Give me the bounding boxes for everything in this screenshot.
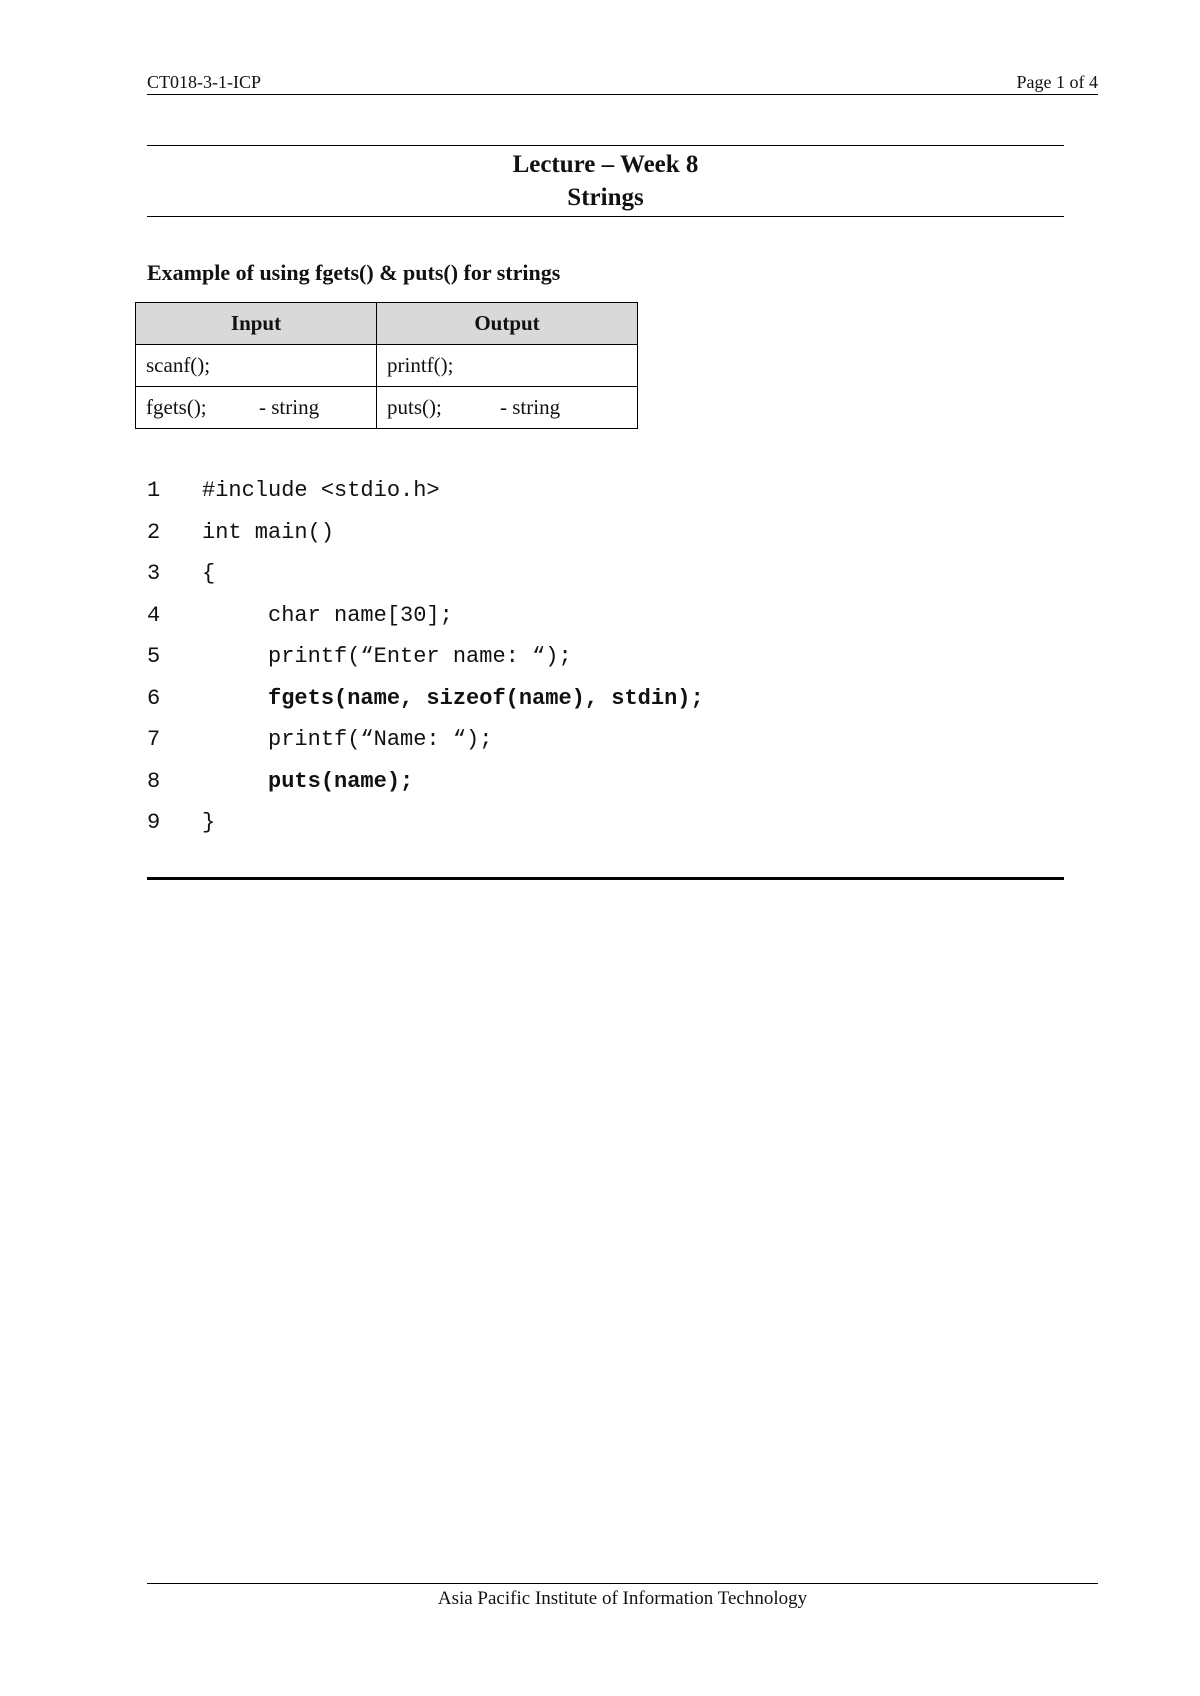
line-number: 6 (147, 685, 161, 711)
code-line (147, 719, 704, 761)
code-text: printf(“Name: “); (202, 727, 493, 752)
table-cell-output (377, 387, 638, 429)
line-number: 4 (147, 602, 161, 628)
line-number: 9 (147, 810, 161, 835)
table-header-row (136, 303, 638, 345)
table-cell-input (136, 387, 377, 429)
title-top-divider (147, 145, 1064, 146)
footer-divider (147, 1583, 1098, 1584)
line-number: 5 (147, 644, 161, 669)
code-line (147, 761, 704, 803)
column-header-output: Output (377, 303, 638, 345)
lecture-subtitle: Strings (567, 184, 644, 211)
line-number: 7 (147, 727, 161, 752)
code-line (147, 470, 704, 512)
line-number: 8 (147, 768, 161, 794)
input-note: - string (259, 395, 320, 419)
code-text: { (202, 561, 216, 586)
line-number: 1 (147, 478, 161, 503)
io-functions-table (135, 302, 638, 429)
code-line (147, 512, 704, 554)
code-text: } (202, 810, 216, 835)
header-divider (147, 94, 1098, 95)
code-line (147, 802, 704, 844)
output-function: puts(); (387, 395, 442, 419)
footer-institution: Asia Pacific Institute of Information Technology (437, 1588, 808, 1609)
code-text: printf(“Enter name: “); (202, 644, 572, 669)
input-function: scanf(); (146, 353, 211, 377)
code-line (147, 553, 704, 595)
code-text: char name[30]; (202, 602, 453, 628)
code-text: #include <stdio.h> (202, 478, 440, 503)
line-number: 2 (147, 519, 161, 545)
input-function: fgets(); (146, 395, 207, 419)
code-text: puts(name); (202, 768, 414, 794)
code-line (147, 678, 704, 720)
table-row (136, 387, 638, 429)
course-code: CT018-3-1-ICP (147, 72, 261, 92)
title-bottom-divider (147, 216, 1064, 217)
code-text: fgets(name, sizeof(name), stdin); (202, 685, 704, 711)
table-row (136, 345, 638, 387)
section-end-divider (147, 877, 1064, 880)
output-function: printf(); (387, 353, 454, 377)
table-cell-output (377, 345, 638, 387)
section-heading: Example of using fgets() & puts() for strings (147, 260, 561, 285)
column-header-input: Input (136, 303, 377, 345)
lecture-title: Lecture – Week 8 (512, 151, 699, 178)
table-cell-input (136, 345, 377, 387)
line-number: 3 (147, 561, 161, 586)
code-listing (147, 470, 704, 844)
output-note: - string (500, 395, 561, 419)
code-line (147, 595, 704, 637)
code-line (147, 636, 704, 678)
code-text: int main() (202, 519, 335, 545)
page-number: Page 1 of 4 (1016, 72, 1098, 92)
